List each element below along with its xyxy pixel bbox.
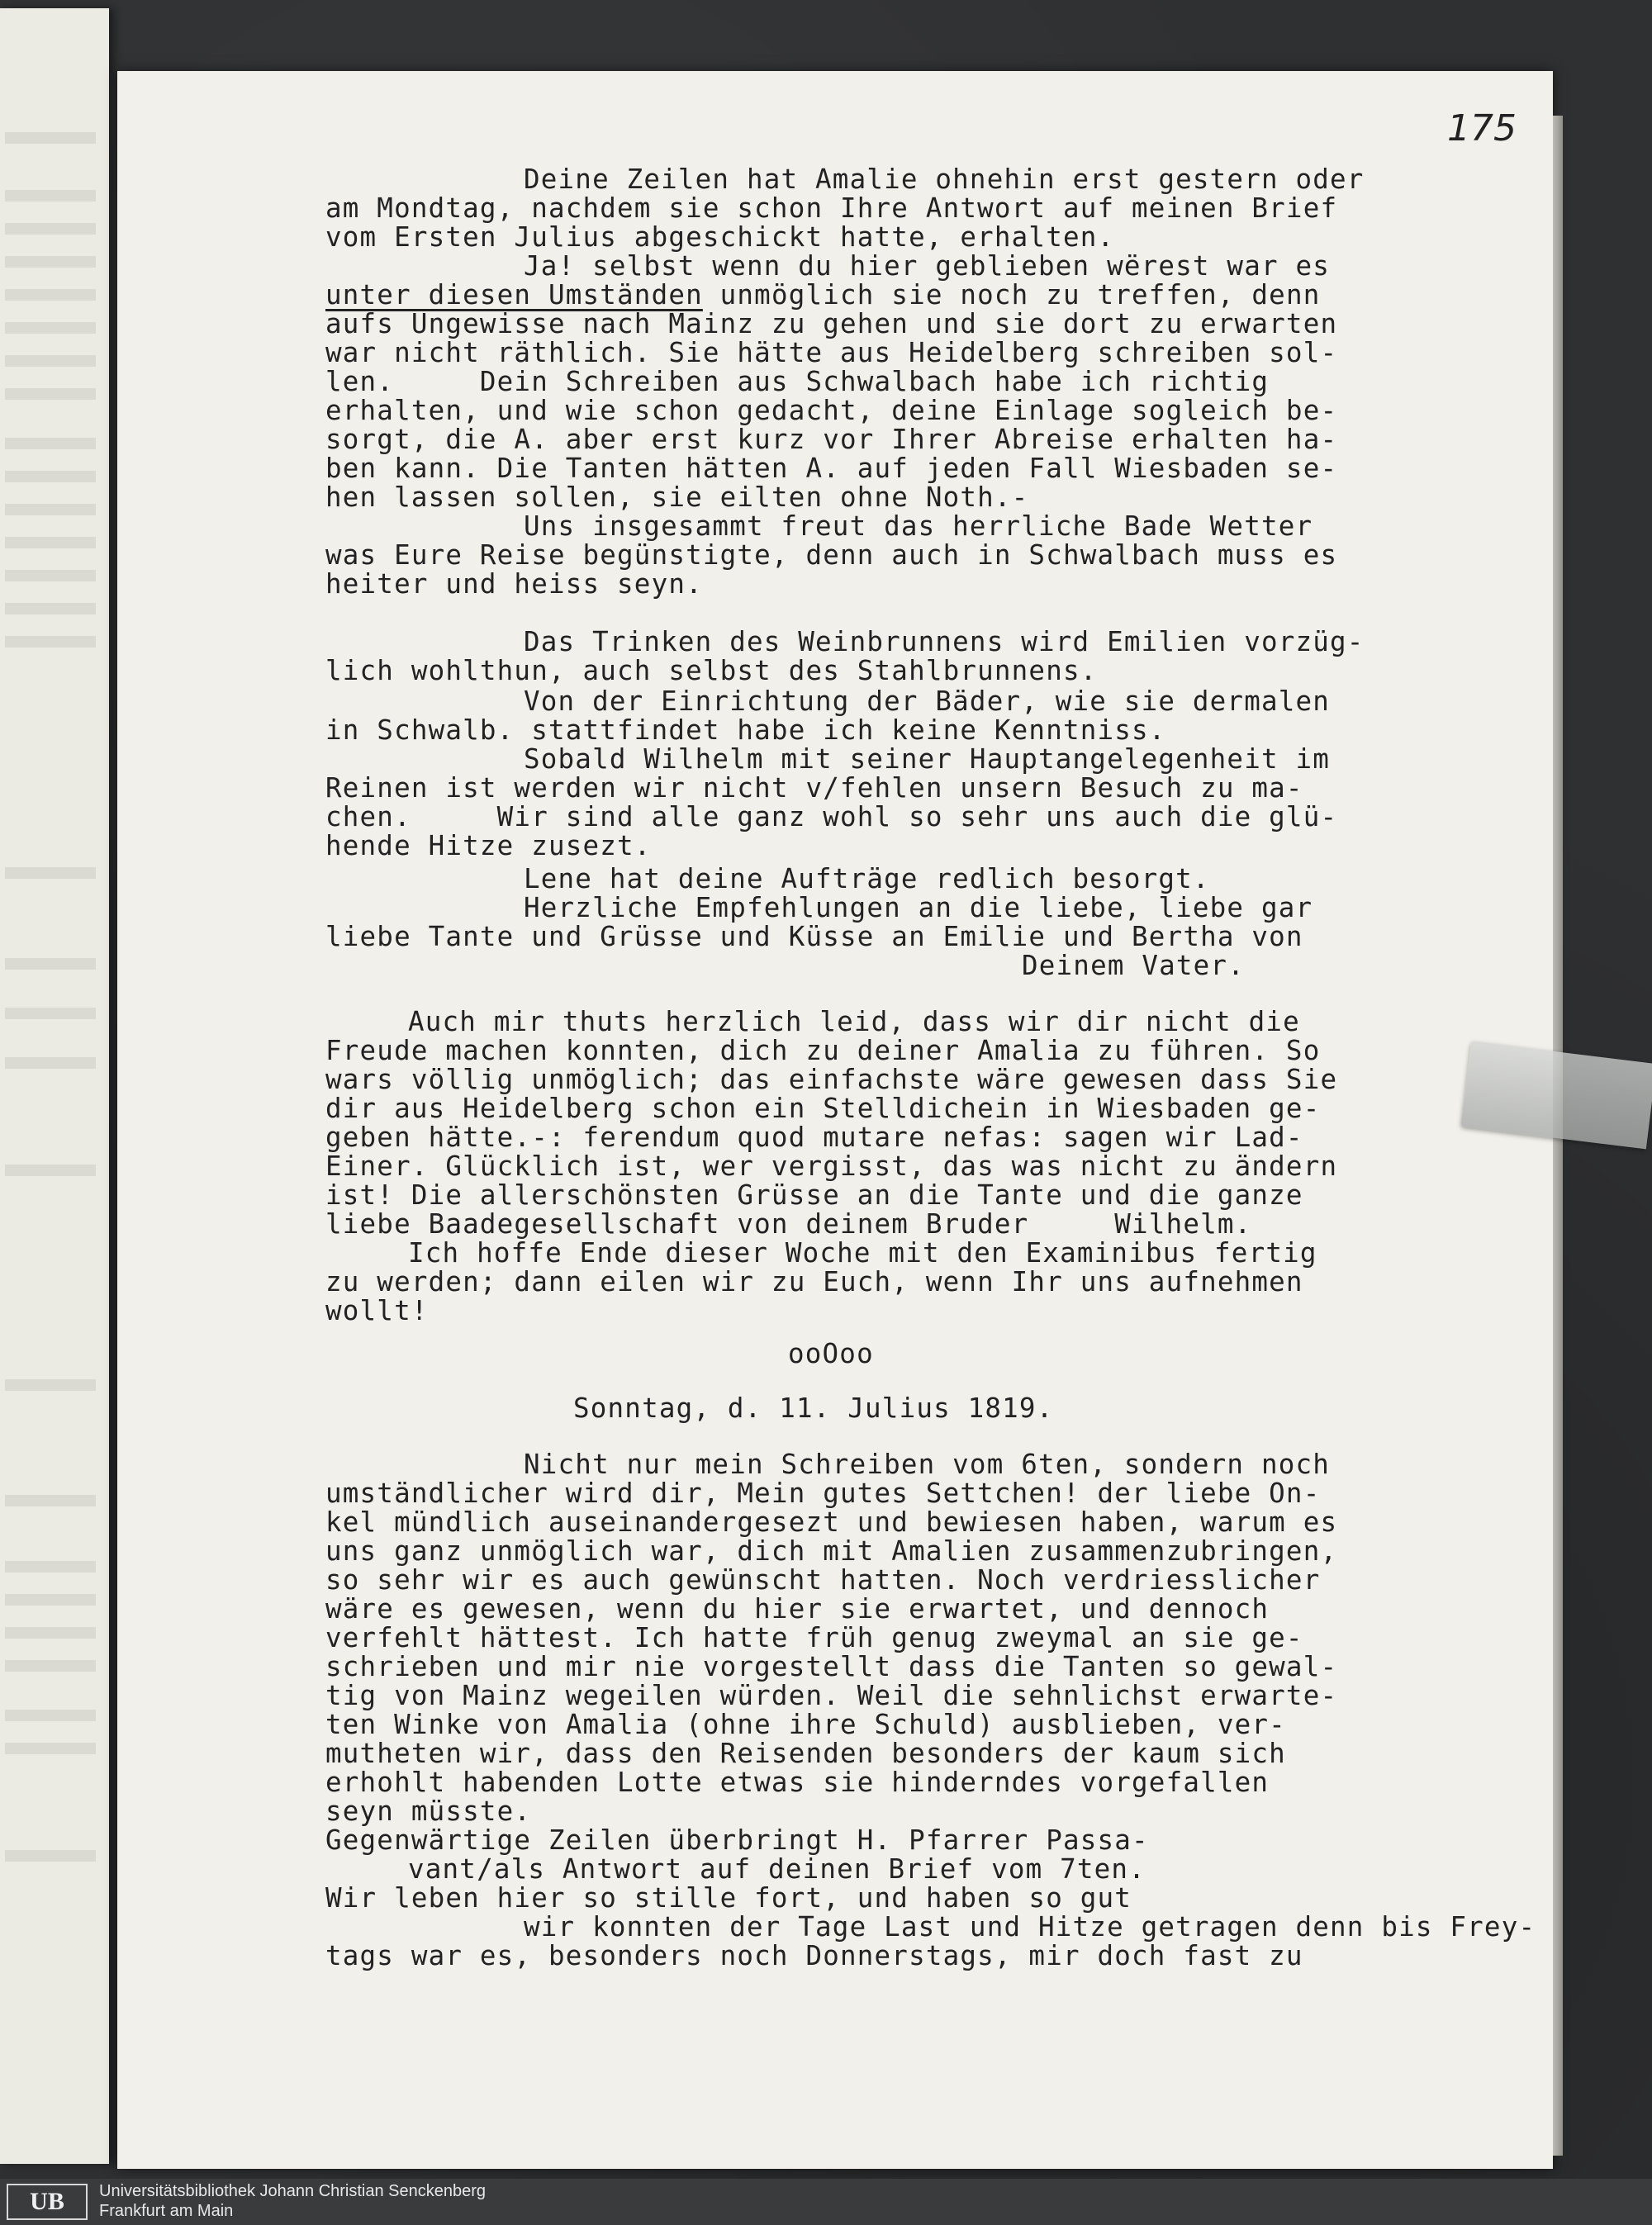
text-line: tags war es, besonders noch Donnerstags, mir doch fast zu <box>325 1940 1303 1971</box>
text-line: erhohlt habenden Lotte etwas sie hinderndes vorgefallen <box>325 1767 1270 1798</box>
text-line: hende Hitze zusezt. <box>325 830 652 861</box>
text-line: hen lassen sollen, sie eilten ohne Noth.- <box>325 482 1029 513</box>
text-line: was Eure Reise begünstigte, denn auch in Schwalbach muss es <box>325 539 1338 571</box>
text-line: Einer. Glücklich ist, wer vergisst, das was nicht zu ändern <box>325 1150 1338 1182</box>
date-heading: Sonntag, d. 11. Julius 1819. <box>573 1392 1054 1424</box>
text-line: vant/als Antwort auf deinen Brief vom 7ten. <box>408 1853 1146 1885</box>
text-line: war nicht räthlich. Sie hätte aus Heidelberg schreiben sol- <box>325 337 1338 368</box>
text-line: umständlicher wird dir, Mein gutes Settchen! der liebe On- <box>325 1478 1321 1509</box>
text-line: chen. Wir sind alle ganz wohl so sehr uns auch die glü- <box>325 801 1338 833</box>
text-line: in Schwalb. stattfindet habe ich keine Kenntniss. <box>325 714 1166 746</box>
text-line: ten Winke von Amalia (ohne ihre Schuld) ausblieben, ver- <box>325 1709 1286 1740</box>
text-line: zu werden; dann eilen wir zu Euch, wenn Ihr uns aufnehmen <box>325 1266 1303 1298</box>
text-line: Ja! selbst wenn du hier geblieben wërest war es <box>524 250 1331 282</box>
text-line: vom Ersten Julius abgeschickt hatte, erhalten. <box>325 221 1115 253</box>
text-line: Freude machen konnten, dich zu deiner Amalia zu führen. So <box>325 1035 1321 1066</box>
text-line: Lene hat deine Aufträge redlich besorgt. <box>524 863 1210 894</box>
text-line: so sehr wir es auch gewünscht hatten. Noch verdriesslicher <box>325 1564 1321 1596</box>
text-line: geben hätte.-: ferendum quod mutare nefas: sagen wir Lad- <box>325 1122 1303 1153</box>
text-line: kel mündlich auseinandergesezt und bewiesen haben, warum es <box>325 1506 1338 1538</box>
text-line: verfehlt hättest. Ich hatte früh genug zweymal an sie ge- <box>325 1622 1303 1653</box>
text-line: sorgt, die A. aber erst kurz vor Ihrer Abreise erhalten ha- <box>325 424 1338 455</box>
text-line: Reinen ist werden wir nicht v/fehlen unsern Besuch zu ma- <box>325 772 1303 804</box>
text-line: uns ganz unmöglich war, dich mit Amalien zusammenzubringen, <box>325 1535 1338 1567</box>
text-line: lich wohlthun, auch selbst des Stahlbrunnens. <box>325 655 1098 686</box>
underlined-phrase: unter diesen Umständen <box>325 279 703 311</box>
library-name: Universitätsbibliothek Johann Christian Senckenberg <box>99 2182 487 2200</box>
signature-line: Deinem Vater. <box>1022 950 1245 981</box>
text-line: Herzliche Empfehlungen an die liebe, liebe gar <box>524 892 1313 923</box>
text-line: len. Dein Schreiben aus Schwalbach habe ich richtig <box>325 366 1270 397</box>
text-line: schrieben und mir nie vorgestellt dass die Tanten so gewal- <box>325 1651 1338 1682</box>
text-line: wars völlig unmöglich; das einfachste wäre gewesen dass Sie <box>325 1064 1338 1095</box>
text-line: unter diesen Umständen unmöglich sie noch zu treffen, denn <box>325 279 1321 311</box>
ub-logo-icon: UB <box>7 2184 88 2220</box>
text-line: seyn müsste. <box>325 1796 532 1827</box>
text-line: wir konnten der Tage Last und Hitze getragen denn bis Frey- <box>524 1911 1536 1943</box>
text-line: Auch mir thuts herzlich leid, dass wir dir nicht die <box>408 1006 1300 1037</box>
text-line: mutheten wir, dass den Reisenden besonders der kaum sich <box>325 1738 1286 1769</box>
page-number: 175 <box>1447 107 1517 149</box>
text-line: Das Trinken des Weinbrunnens wird Emilien vorzüg- <box>524 626 1365 657</box>
text-line: aufs Ungewisse nach Mainz zu gehen und sie dort zu erwarten <box>325 308 1338 339</box>
text-line: wäre es gewesen, wenn du hier sie erwartet, und dennoch <box>325 1593 1270 1625</box>
text-line: dir aus Heidelberg schon ein Stelldichein in Wiesbaden ge- <box>325 1093 1321 1124</box>
text-line: Wir leben hier so stille fort, und haben so gut <box>325 1882 1132 1914</box>
text-line: Gegenwärtige Zeilen überbringt H. Pfarrer Passa- <box>325 1824 1149 1856</box>
text-line: ben kann. Die Tanten hätten A. auf jeden Fall Wiesbaden se- <box>325 453 1338 484</box>
text-line: erhalten, und wie schon gedacht, deine Einlage sogleich be- <box>325 395 1338 426</box>
text-line: Uns insgesammt freut das herrliche Bade Wetter <box>524 510 1313 542</box>
text-line: heiter und heiss seyn. <box>325 568 703 600</box>
section-separator: ooOoo <box>788 1338 874 1369</box>
text-line: liebe Baadegesellschaft von deinem Bruder Wilhelm. <box>325 1208 1252 1240</box>
text-line: Nicht nur mein Schreiben vom 6ten, sondern noch <box>524 1449 1331 1480</box>
text-line: Von der Einrichtung der Bäder, wie sie dermalen <box>524 686 1331 717</box>
text-line: wollt! <box>325 1295 429 1326</box>
library-city: Frankfurt am Main <box>99 2202 234 2220</box>
text-line: Ich hoffe Ende dieser Woche mit den Examinibus fertig <box>408 1237 1317 1269</box>
text-line: tig von Mainz wegeilen würden. Weil die sehnlichst erwarte- <box>325 1680 1338 1711</box>
library-footer-bar <box>0 2179 1652 2225</box>
text-line: am Mondtag, nachdem sie schon Ihre Antwort auf meinen Brief <box>325 192 1338 224</box>
text-line: Sobald Wilhelm mit seiner Hauptangelegenheit im <box>524 743 1331 775</box>
previous-page-edge <box>0 8 109 2164</box>
text-line: ist! Die allerschönsten Grüsse an die Tante und die ganze <box>325 1179 1303 1211</box>
text-line: Deine Zeilen hat Amalie ohnehin erst gestern oder <box>524 164 1365 195</box>
text-line: liebe Tante und Grüsse und Küsse an Emilie und Bertha von <box>325 921 1303 952</box>
